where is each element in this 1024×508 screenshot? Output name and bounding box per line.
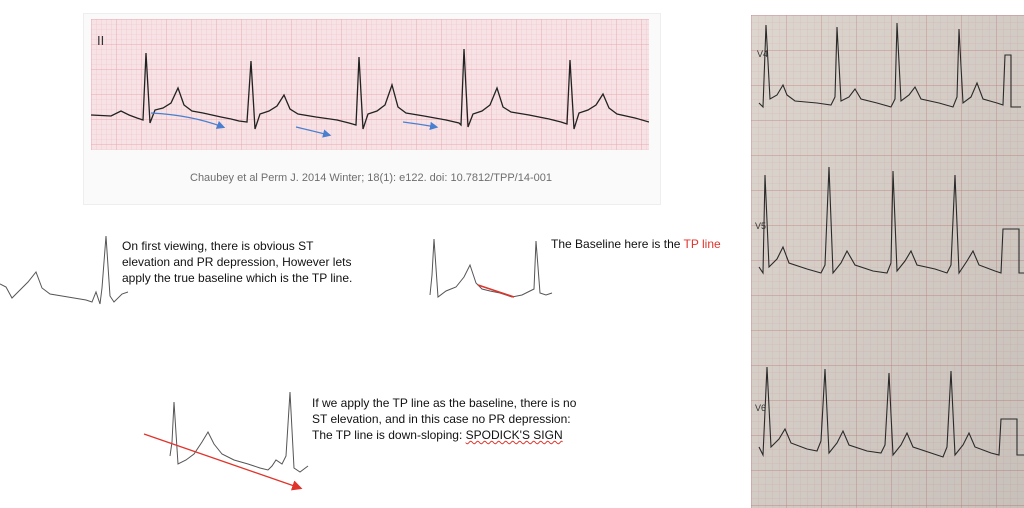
lead-label: II <box>97 33 105 48</box>
note-spodick <box>312 395 582 443</box>
spodick-sign-label: SPODICK'S SIGN <box>465 428 563 442</box>
note-baseline-highlight: TP line <box>683 237 721 251</box>
photo-lead-label: V5 <box>755 221 767 231</box>
ecg-snippet-tp-line <box>428 235 553 310</box>
tp-line-red <box>478 285 514 297</box>
ecg-photo-shade <box>751 15 1024 508</box>
photo-lead-label: V4 <box>757 49 769 59</box>
photo-lead-label: V6 <box>755 403 767 413</box>
ecg-photo <box>751 15 1024 508</box>
rhythm-strip <box>91 19 649 150</box>
ecg-snippet-original <box>0 232 130 312</box>
ecg-snippet-spodick <box>142 382 312 494</box>
strip-grid <box>91 19 649 150</box>
citation-caption: Chaubey et al Perm J. 2014 Winter; 18(1): e122. doi: 10.7812/TPP/14-001 <box>190 172 552 184</box>
note-first-viewing: On first viewing, there is obvious ST elevation and PR depression, However lets apply the true baseline which is the TP line. <box>122 239 353 285</box>
note-baseline <box>551 236 729 252</box>
note-spodick-text: If we apply the TP line as the baseline, there is no ST elevation, and in this case no PR depression: The TP line is down-sloping: <box>312 396 577 442</box>
note-baseline-text: The Baseline here is the <box>551 237 684 251</box>
